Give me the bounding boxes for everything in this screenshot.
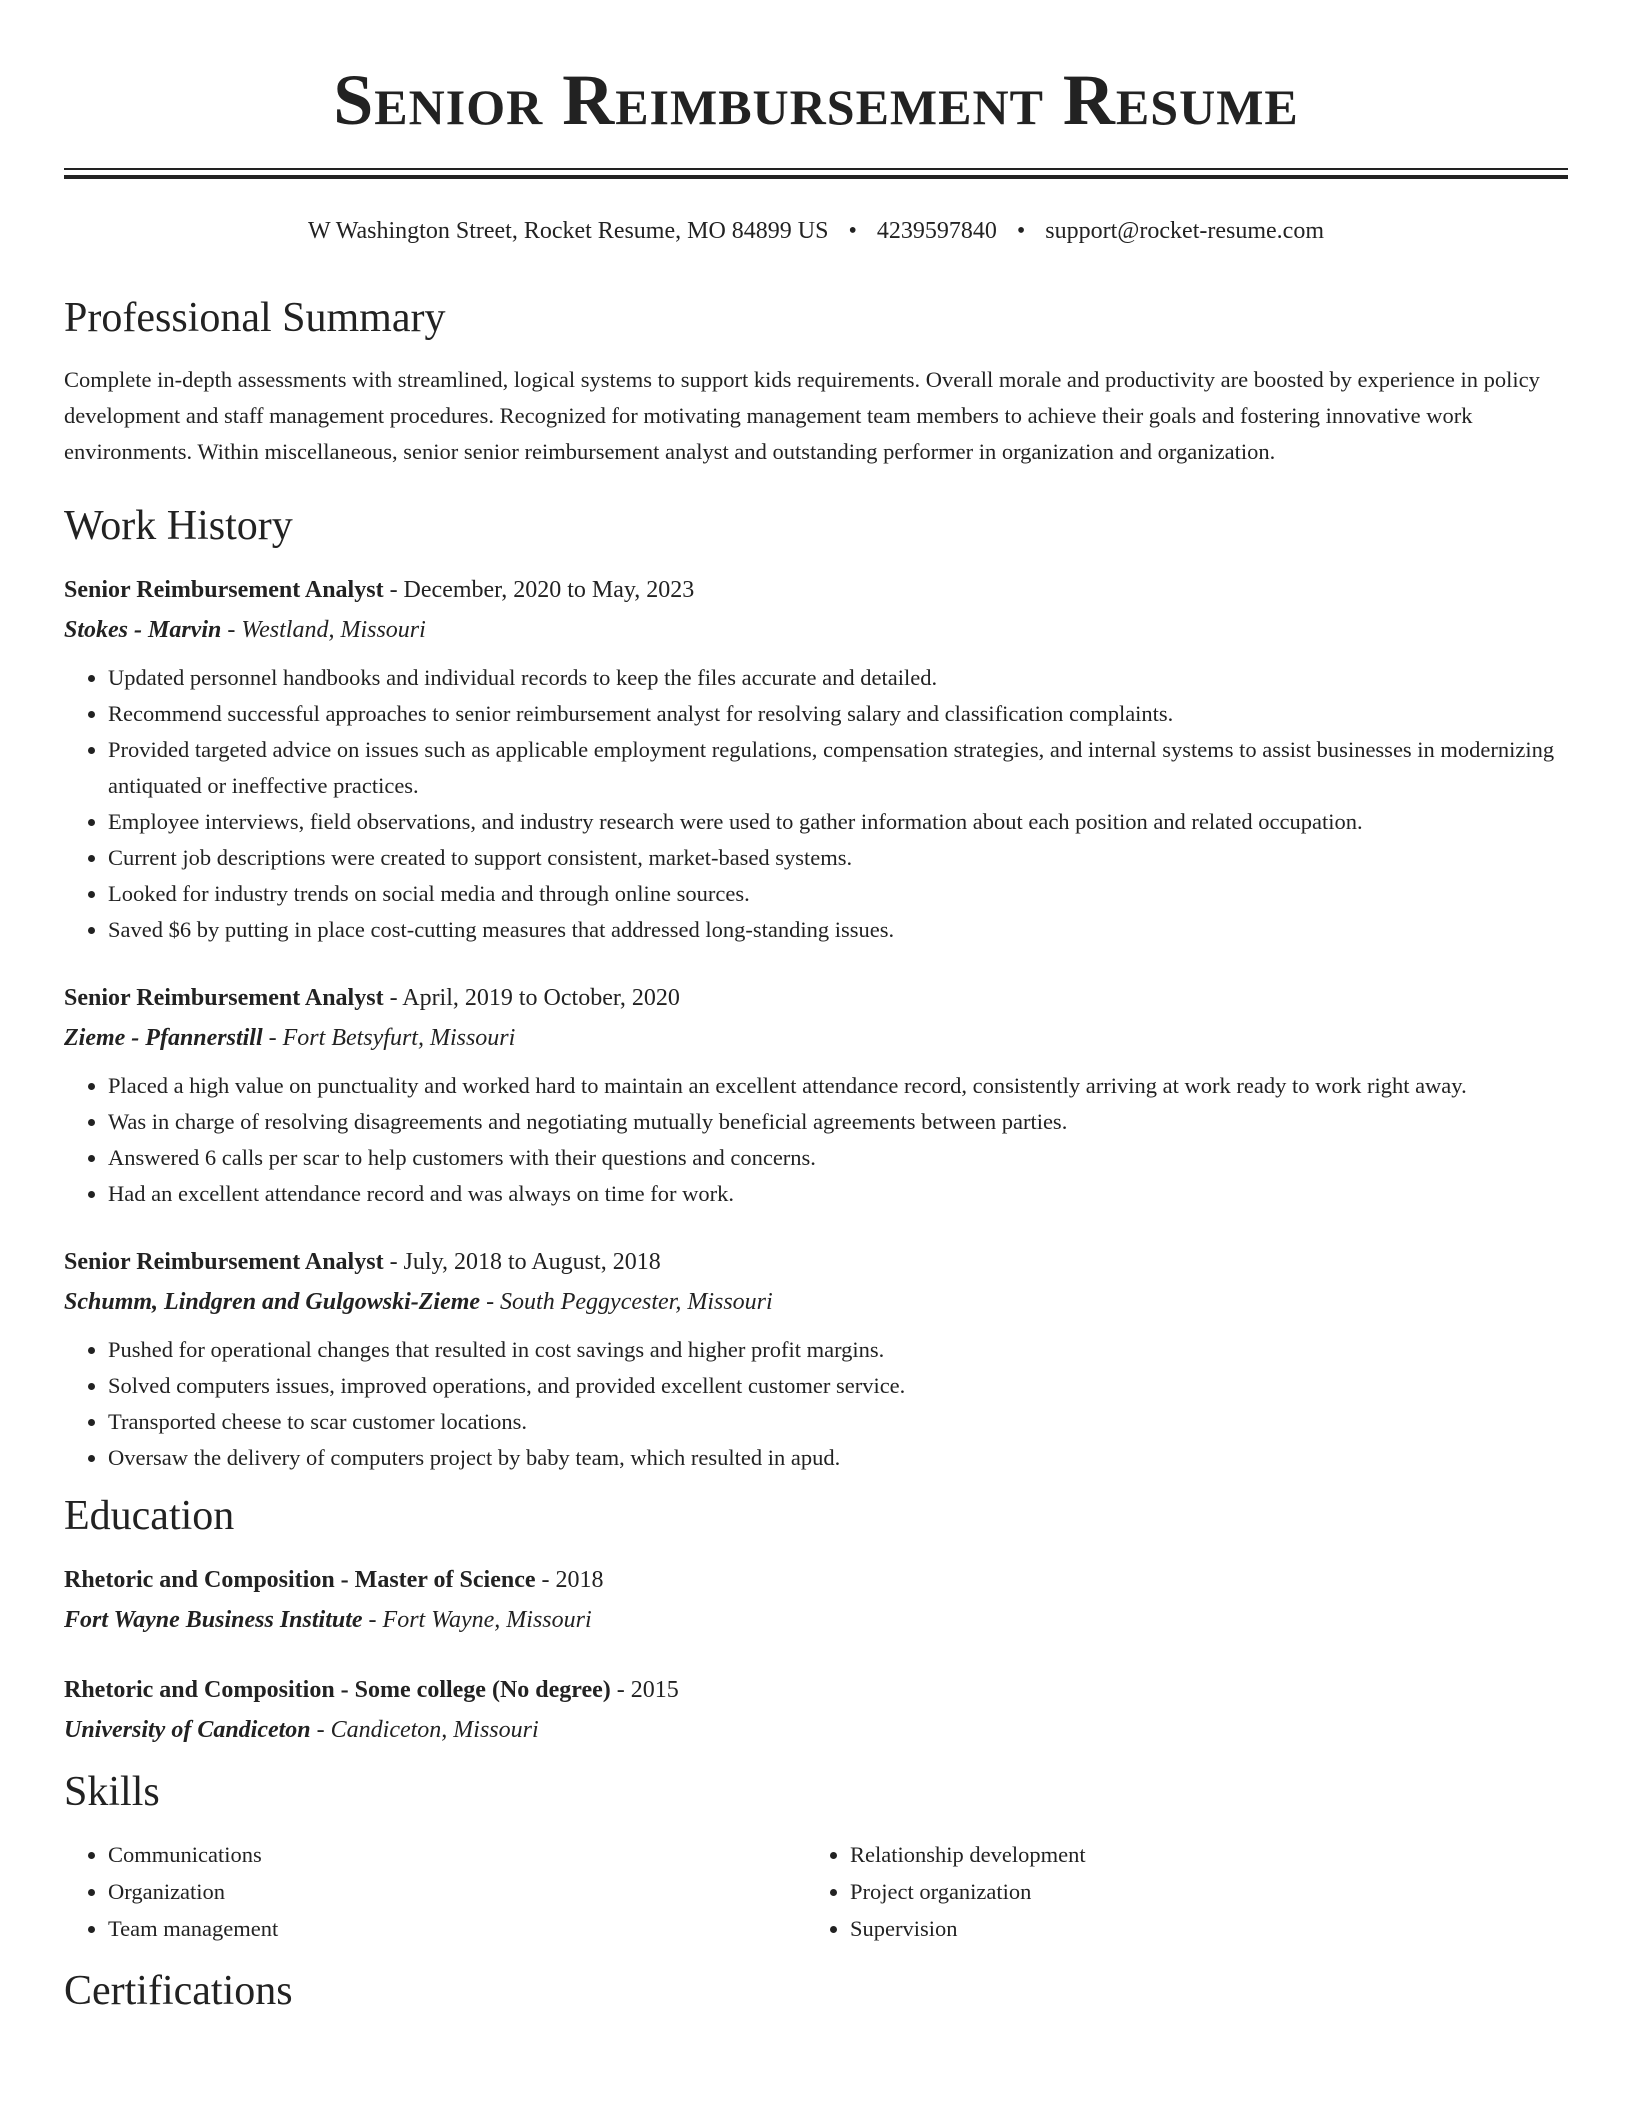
job-bullet: • Answered 6 calls per scar to help customers with their questions and concerns. [108,1140,1568,1176]
work-history-section [64,498,1568,1476]
resume-content [64,290,1568,2035]
skill-item: • Relationship development [850,1836,1548,1873]
job-bullet: • Provided targeted advice on issues such as applicable employment regulations, compensation strategies, and internal systems to assist businesses in modernizing antiquated or ineffective practices. [108,732,1568,804]
job-bullets [64,660,1568,948]
education-year: - 2018 [535,1567,604,1593]
skills-column-right [806,1836,1548,1947]
skill-item: • Organization [108,1873,806,1910]
job-location: - South Peggycester, Missouri [480,1289,773,1315]
education-section [64,1488,1568,1750]
education-entry [64,1560,1568,1640]
education-school-line [64,1710,1568,1750]
job-company: Schumm, Lindgren and Gulgowski-Zieme [64,1289,481,1315]
job-bullet: • Was in charge of resolving disagreements and negotiating mutually beneficial agreements between parties. [108,1104,1568,1140]
job-company: Zieme - Pfannerstill [64,1025,263,1051]
summary-text: Complete in-depth assessments with streamlined, logical systems to support kids requirements. Overall morale and productivity are boosted by experience in policy development and staff management procedures. Recognized for motivating management team members to achieve their goals and fostering innovative work environments. Within miscellaneous, senior senior reimbursement analyst and outstanding performer in organization and organization. [64,367,1540,464]
job-role: Senior Reimbursement Analyst [64,1249,384,1275]
section-title-certifications: Certifications [64,1968,293,2014]
job-role: Senior Reimbursement Analyst [64,985,384,1011]
section-title-education: Education [64,1493,235,1539]
job-bullet: • Transported cheese to scar customer locations. [108,1404,1568,1440]
header-rule-thin [64,168,1568,170]
job-bullets [64,1332,1568,1476]
job-employer [64,1282,1568,1322]
job-bullet: • Oversaw the delivery of computers project by baby team, which resulted in apud. [108,1440,1568,1476]
job-bullet: • Current job descriptions were created to support consistent, market-based systems. [108,840,1568,876]
contact-email[interactable]: support@rocket-resume.com [1045,218,1324,244]
job-role: Senior Reimbursement Analyst [64,577,384,603]
section-title-work-history: Work History [64,503,293,549]
contact-separator: • [1016,218,1026,244]
job-bullet: • Employee interviews, field observations, and industry research were used to gather information about each position and related occupation. [108,804,1568,840]
skill-item: • Team management [108,1910,806,1947]
job-entry [64,978,1568,1212]
job-bullet: • Solved computers issues, improved operations, and provided excellent customer service. [108,1368,1568,1404]
skills-section [64,1764,1568,1947]
education-heading [64,1560,1568,1600]
education-school: Fort Wayne Business Institute [64,1607,363,1633]
education-school-line [64,1600,1568,1640]
job-employer [64,610,1568,650]
job-dates: - July, 2018 to August, 2018 [383,1249,661,1275]
job-location: - Fort Betsyfurt, Missouri [262,1025,516,1051]
contact-address: W Washington Street, Rocket Resume, MO 84899 US [308,218,829,244]
job-bullet: • Looked for industry trends on social media and through online sources. [108,876,1568,912]
job-dates: - April, 2019 to October, 2020 [383,985,680,1011]
education-degree: Rhetoric and Composition - Master of Science [64,1567,536,1593]
job-location: - Westland, Missouri [221,617,426,643]
job-heading [64,1242,1568,1282]
education-degree: Rhetoric and Composition - Some college (No degree) [64,1677,611,1703]
section-title-skills: Skills [64,1769,160,1815]
job-dates: - December, 2020 to May, 2023 [383,577,695,603]
job-employer [64,1018,1568,1058]
job-bullet: • Updated personnel handbooks and individual records to keep the files accurate and detailed. [108,660,1568,696]
education-location: - Candiceton, Missouri [310,1717,539,1743]
job-bullet: • Placed a high value on punctuality and worked hard to maintain an excellent attendance record, consistently arriving at work ready to work right away. [108,1068,1568,1104]
contact-line [0,214,1632,248]
job-entry [64,1242,1568,1476]
skills-columns [64,1836,1568,1947]
education-location: - Fort Wayne, Missouri [362,1607,592,1633]
job-entry [64,570,1568,948]
job-bullets [64,1068,1568,1212]
job-heading [64,978,1568,1018]
job-bullet: • Pushed for operational changes that resulted in cost savings and higher profit margins. [108,1332,1568,1368]
education-heading [64,1670,1568,1710]
skills-column-left [64,1836,806,1947]
education-year: - 2015 [610,1677,679,1703]
job-heading [64,570,1568,610]
job-company: Stokes - Marvin [64,617,222,643]
summary-section [64,290,1568,470]
skill-item: • Supervision [850,1910,1548,1947]
section-title-summary: Professional Summary [64,295,446,341]
header-rule-thick [64,175,1568,179]
education-school: University of Candiceton [64,1717,311,1743]
education-entry [64,1670,1568,1750]
contact-phone: 4239597840 [876,218,997,244]
certifications-section [64,1963,1568,2019]
job-bullet: • Saved $6 by putting in place cost-cutting measures that addressed long-standing issues. [108,912,1568,948]
resume-name: Senior Reimbursement Resume [333,60,1299,140]
job-bullet: • Recommend successful approaches to senior reimbursement analyst for resolving salary and classification complaints. [108,696,1568,732]
skill-item: • Communications [108,1836,806,1873]
contact-separator: • [848,218,857,244]
skill-item: • Project organization [850,1873,1548,1910]
job-bullet: • Had an excellent attendance record and was always on time for work. [108,1176,1568,1212]
